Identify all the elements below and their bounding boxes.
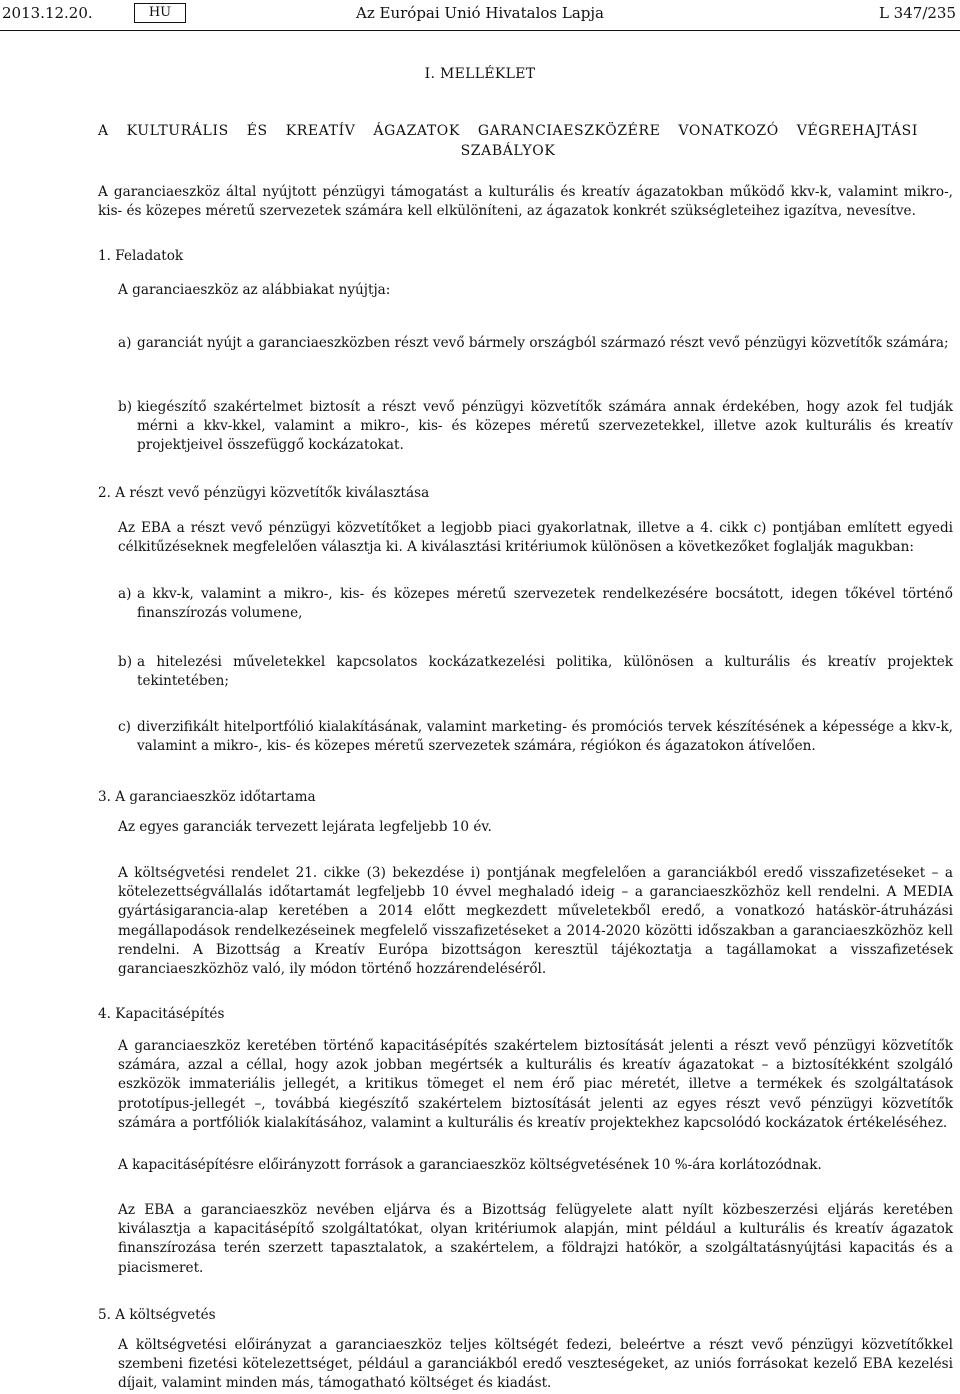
section-1-item-b — [118, 398, 953, 456]
annex-subtitle: A KULTURÁLIS ÉS KREATÍV ÁGAZATOK GARANCIAESZKÖZÉRE VONATKOZÓ VÉGREHAJTÁSI SZABÁLYOK — [98, 123, 918, 159]
publication-date: 2013.12.20. — [2, 4, 93, 22]
language-badge: HU — [134, 3, 186, 23]
item-label: a) — [118, 586, 132, 602]
section-4-paragraph-1: A garanciaeszköz keretében történő kapacitásépítés szakértelem biztosítását jelenti a részt vevő pénzügyi közvetítők számára, azzal a céllal, hogy azok jobban megértsék a kulturális és kreatív ágazatokat – a biztosítékként szolgáló eszközök immateriális jellegét, a kritikus tömeget el nem érő piac méretét, illetve a termékek és szolgáltatások prototípus-jellegét –, továbbá kiegészítő szakértelem biztosítását jelenti az egyes részt vevő pénzügyi közvetítők számára a portfóliók kialakításához, valamint a kulturális és kreatív projektekhez kapcsolódó kockázatok értékeléséhez. — [118, 1038, 953, 1131]
header-rule — [0, 30, 960, 31]
page-reference: L 347/235 — [878, 4, 956, 22]
section-2-item-a — [118, 585, 953, 623]
item-text: a hitelezési műveletekkel kapcsolatos kockázatkezelési politika, különösen a kulturális és kreatív projektek tekintetében; — [137, 654, 953, 690]
item-text: garanciát nyújt a garanciaeszközben részt vevő bármely országból származó részt vevő pénzügyi közvetítők számára; — [137, 335, 949, 351]
journal-title: Az Európai Unió Hivatalos Lapja — [356, 4, 604, 22]
section-4-paragraph-3: Az EBA a garanciaeszköz nevében eljárva és a Bizottság felügyelete alatt nyílt közbeszerzési eljárás keretében kiválasztja a kapacitásépítő szolgáltatókat, olyan kritériumok alapján, mint például a kulturális és kreatív ágazatok finanszírozása terén szerzett tapasztalatok, a szakértelem, a földrajzi hatókör, a szolgáltatásnyújtási kapacitás és a piacismeret. — [118, 1202, 953, 1276]
section-2-paragraph: Az EBA a részt vevő pénzügyi közvetítőket a legjobb piaci gyakorlatnak, illetve a 4. cikk c) pontjában említett egyedi célkitűzéseknek megfelelően választja ki. A kiválasztási kritériumok különösen a következőket foglalják magukban: — [118, 520, 953, 556]
section-5-paragraph: A költségvetési előirányzat a garanciaeszköz teljes költségét fedezi, beleértve a részt vevő pénzügyi közvetítőkkel szembeni fizetési kötelezettséget, például a garanciákból eredő veszteségeket, az uniós forrásokat kezelő EBA kezelési díjait, valamint minden más, támogatható költséget és kiadást. — [118, 1337, 953, 1392]
item-text: a kkv-k, valamint a mikro-, kis- és közepes méretű szervezetek rendelkezésére bocsátott, idegen tőkével történő finanszírozás volumene, — [137, 586, 953, 622]
section-3-paragraph-2: A költségvetési rendelet 21. cikke (3) bekezdése i) pontjának megfelelően a garanciákból eredő visszafizetéseket – a kötelezettségvállalás időtartamát legfeljebb 10 évvel meghaladó ideig – a garanciaeszközhöz kell rendelni. A MEDIA gyártásigarancia-alap keretében a 2014 előtt megkezdett műveletekből eredő, a vonatkozó hatáskör-átruházási megállapodások rendelkezéseinek megfelelő visszafizetéseket a 2014-2020 közötti időszakban a garanciaeszközhöz kell rendelni. A Bizottság a Kreatív Európa bizottságon keresztül tájékoztatja a tagállamokat a visszafizetések garanciaeszközhöz való, ily módon történő hozzárendeléséről. — [118, 865, 953, 978]
annex-title: I. MELLÉKLET — [424, 66, 536, 82]
page-header — [0, 3, 960, 25]
section-1-item-a — [118, 334, 953, 353]
intro-paragraph: A garanciaeszköz által nyújtott pénzügyi támogatást a kulturális és kreatív ágazatokban működő kkv-k, valamint mikro-, kis- és közepes méretű szervezetek számára kell elkülöníteni, az ágazatok konkrét szükségleteihez igazítva, nevesítve. — [98, 184, 953, 220]
section-3-heading: 3. A garanciaeszköz időtartama — [98, 789, 316, 805]
item-label: b) — [118, 654, 133, 670]
section-1-paragraph: A garanciaeszköz az alábbiakat nyújtja: — [118, 282, 391, 298]
section-2-item-c — [118, 718, 953, 756]
section-2-heading: 2. A részt vevő pénzügyi közvetítők kiválasztása — [98, 485, 430, 501]
item-label: b) — [118, 399, 133, 415]
item-label: a) — [118, 335, 132, 351]
section-2-item-b — [118, 653, 953, 691]
section-1-heading: 1. Feladatok — [98, 248, 184, 264]
section-4-paragraph-2: A kapacitásépítésre előirányzott források a garanciaeszköz költségvetésének 10 %-ára korlátozódnak. — [118, 1157, 822, 1173]
item-text: kiegészítő szakértelmet biztosít a részt vevő pénzügyi közvetítők számára annak érdekében, hogy azok fel tudják mérni a kkv-kkel, valamint a mikro-, kis- és közepes méretű szervezetekkel, illetve azok kulturális és kreatív projektjeivel összefüggő kockázatokat. — [137, 399, 953, 454]
item-text: diverzifikált hitelportfólió kialakításának, valamint marketing- és promóciós tervek készítésének a képessége a kkv-k, valamint a mikro-, kis- és közepes méretű szervezetek számára, régiókon és ágazatokon átívelően. — [137, 719, 953, 755]
item-label: c) — [118, 719, 131, 735]
section-4-heading: 4. Kapacitásépítés — [98, 1006, 225, 1022]
section-3-paragraph-1: Az egyes garanciák tervezett lejárata legfeljebb 10 év. — [118, 819, 492, 835]
section-5-heading: 5. A költségvetés — [98, 1307, 216, 1323]
